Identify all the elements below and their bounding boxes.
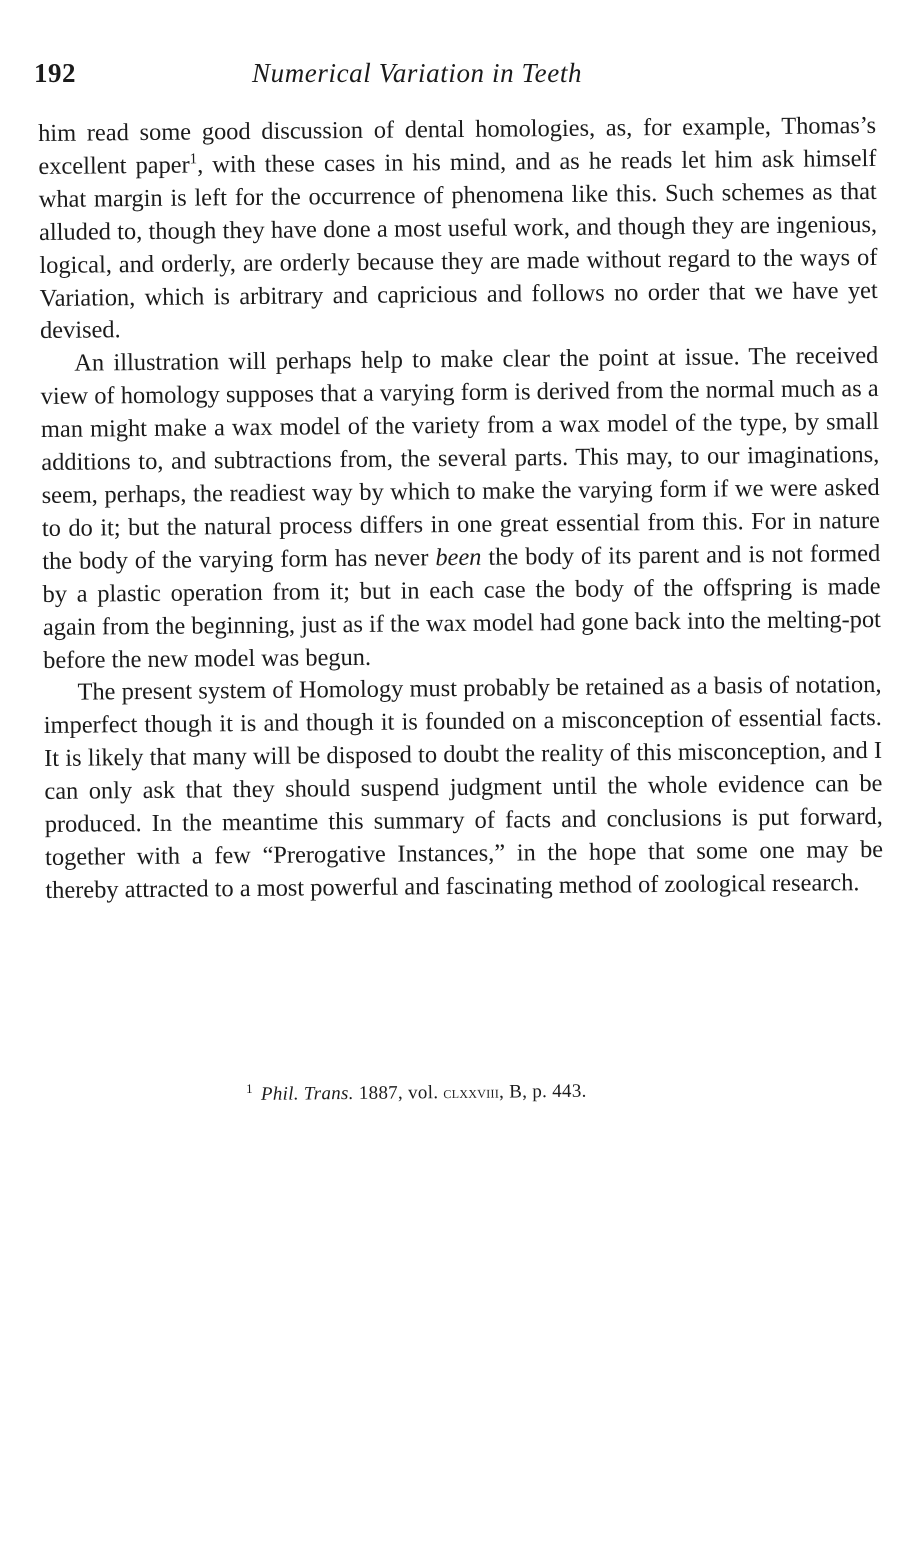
paragraph-2-text-b: the body of its parent and is not formed by a plastic operation from it; but in each case the body of the offspring is made again from the beginning, just as if the wax model had gone back into the melting-pot before the new model was begun. [42,539,881,674]
paragraph-1-text-b: , with these cases in his mind, and as he reads let him ask himself what margin is left for the occurrence of phenomena like this. Such schemes as that alluded to, though they have done a most useful work, and though they are ingenious, logical, and orderly, are orderly because they are made without regard to the ways of Variation, which is arbitrary and capricious and follows no order that we have yet devised. [38,144,878,345]
body-text [38,110,884,908]
page-number: 192 [34,58,76,88]
footnote-mark: 1 [245,1080,253,1096]
paragraph-3 [43,669,883,907]
paragraph-3-text: The present system of Homology must probably be retained as a basis of notation, imperfect though it is and though it is founded on a misconception of essential facts. It is likely that many will be disposed to doubt the reality of this misconception, and I can only ask that they should suspend judgment until the whole evidence can be produced. In the meantime this summary of facts and conclusions is put forward, together with a few “Prerogative Instances,” in the hope that some one may be thereby attracted to a most powerful and fascinating method of zoological research. [43,671,884,904]
footnote-journal: Phil. Trans. [260,1082,354,1105]
footnote-rest: , B, p. 443. [499,1080,587,1103]
running-head: Numerical Variation in Teeth [252,58,583,88]
footnote-year-vol: 1887, vol. [353,1082,444,1104]
paragraph-2 [40,340,881,677]
footnote-volume: clxxviii [443,1082,500,1103]
paragraph-1 [38,110,878,348]
footnote-reference: 1 [189,151,198,168]
footnote [246,1081,587,1106]
paragraph-1-text-a: him read some good discussion of dental homologies, as, for example, Thomas’s excellent paper [38,111,877,180]
paragraph-2-text-a: An illustration will perhaps help to make clear the point at issue. The received view of homology supposes that a varying form is derived from the normal much as a man might make a wax model of the variety from a wax model of the type, by small additions to, and subtractions from, the several parts. This may, to our imaginations, seem, perhaps, the readiest way by which to make the varying form if we were asked to do it; but the natural process differs in one great essential from this. For in nature the body of the varying form has never [40,342,881,575]
page-header [34,58,870,98]
paragraph-2-emphasis: been [435,543,482,571]
